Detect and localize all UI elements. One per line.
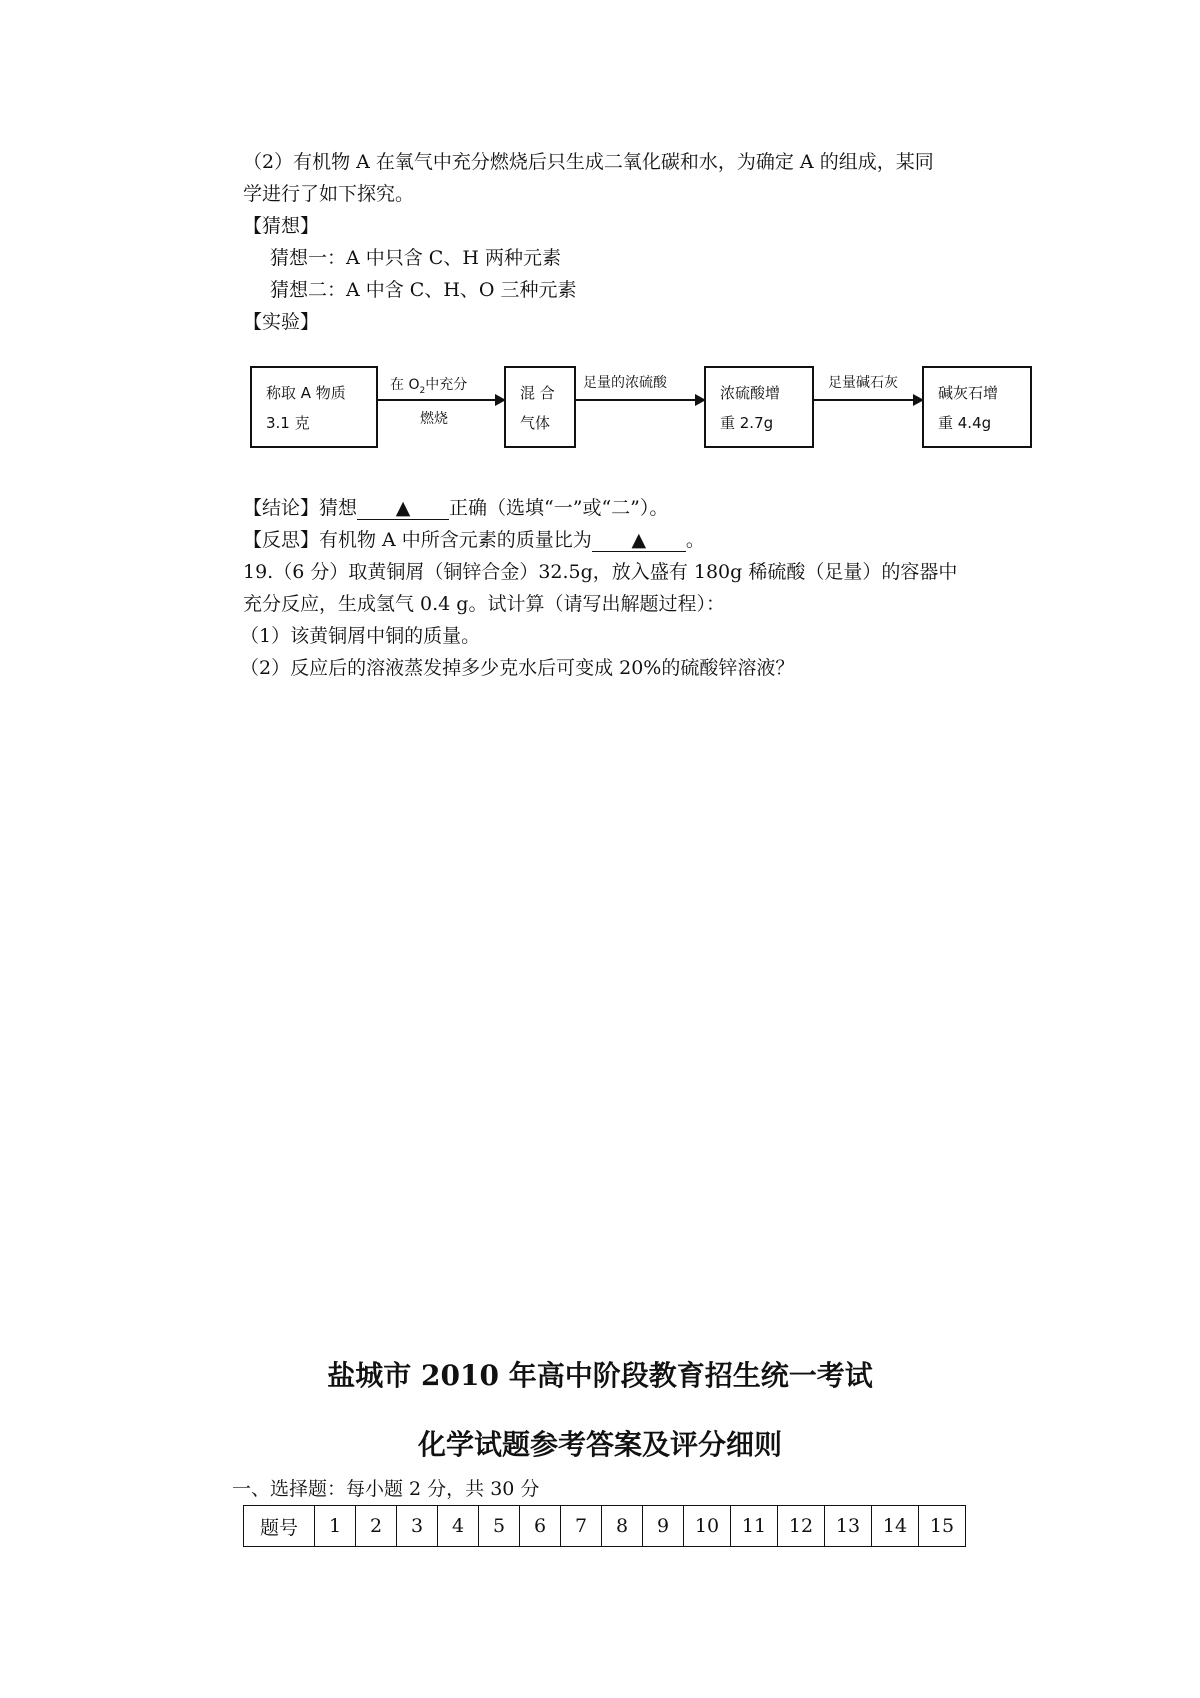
flow-box-mixed-line2: 气体 — [520, 414, 551, 432]
table-cell-number: 12 — [778, 1506, 825, 1547]
question-intro-line1: （2）有机物 A 在氧气中充分燃烧后只生成二氧化碳和水，为确定 A 的组成，某同 — [243, 151, 934, 173]
table-cell-number: 15 — [919, 1506, 966, 1547]
conclusion-line — [243, 496, 668, 520]
flow-box-weigh-line2: 3.1 克 — [266, 414, 310, 432]
guess-one: 猜想一：A 中只含 C、H 两种元素 — [270, 247, 561, 269]
reflection-line — [243, 528, 705, 552]
flow-label-sulfuric-acid: 足量的浓硫酸 — [583, 375, 667, 391]
reflection-prefix: 【反思】有机物 A 中所含元素的质量比为 — [243, 529, 592, 551]
q19-line2: 充分反应，生成氢气 0.4 g。试计算（请写出解题过程）： — [243, 593, 725, 615]
flow-label-combustion-line2: 燃烧 — [420, 411, 448, 427]
flow-box-weigh-line1: 称取 A 物质 — [266, 384, 346, 402]
answer-table — [243, 1505, 966, 1547]
answer-key-title: 盐城市 2010 年高中阶段教育招生统一考试 — [327, 1359, 873, 1392]
flow-label-combustion: 在 $O_2$中充分 — [390, 377, 468, 396]
reflection-suffix: 。 — [685, 529, 705, 551]
experiment-heading: 【实验】 — [243, 311, 320, 333]
reflection-answer-blank[interactable]: ▲ — [592, 529, 686, 552]
table-row — [244, 1506, 966, 1547]
table-cell-number: 3 — [397, 1506, 438, 1547]
flow-label-soda-lime: 足量碱石灰 — [828, 375, 898, 391]
table-cell-number: 1 — [315, 1506, 356, 1547]
guess-two: 猜想二：A 中含 C、H、O 三种元素 — [270, 279, 577, 301]
conclusion-answer-blank[interactable]: ▲ — [357, 497, 449, 520]
table-cell-number: 11 — [731, 1506, 778, 1547]
question-intro-line2: 学进行了如下探究。 — [243, 183, 415, 205]
flow-box-acid-line1: 浓硫酸增 — [720, 384, 781, 402]
table-cell-number: 7 — [561, 1506, 602, 1547]
flow-box-acid-line2: 重 2.7g — [720, 414, 774, 432]
guess-heading: 【猜想】 — [243, 215, 320, 237]
table-cell-number: 5 — [479, 1506, 520, 1547]
flow-box-mixed-gas — [504, 366, 576, 448]
conclusion-suffix: 正确（选填“一”或“二”）。 — [449, 497, 669, 519]
flow-box-weigh-sample — [250, 366, 378, 448]
flow-box-acid-gain — [704, 366, 814, 448]
flow-box-lime-line2: 重 4.4g — [938, 414, 992, 432]
conclusion-prefix: 【结论】猜想 — [243, 497, 358, 519]
q19-line1: 19.（6 分）取黄铜屑（铜锌合金）32.5g，放入盛有 180g 稀硫酸（足量）的容器中 — [243, 561, 958, 583]
table-header-cell: 题号 — [244, 1506, 315, 1547]
flow-arrow-sulfuric-acid — [576, 399, 704, 401]
table-cell-number: 6 — [520, 1506, 561, 1547]
flow-box-mixed-line1: 混 合 — [520, 384, 555, 402]
table-cell-number: 10 — [684, 1506, 731, 1547]
q19-sub1: （1）该黄铜屑中铜的质量。 — [240, 625, 481, 647]
flow-arrow-soda-lime — [814, 399, 922, 401]
flow-box-lime-gain — [922, 366, 1032, 448]
answer-key-subtitle: 化学试题参考答案及评分细则 — [417, 1428, 782, 1461]
table-cell-number: 13 — [825, 1506, 872, 1547]
q19-sub2: （2）反应后的溶液蒸发掉多少克水后可变成 20%的硫酸锌溶液？ — [240, 657, 795, 679]
table-cell-number: 2 — [356, 1506, 397, 1547]
flow-box-lime-line1: 碱灰石增 — [938, 384, 999, 402]
table-cell-number: 4 — [438, 1506, 479, 1547]
section-one-heading: 一、选择题：每小题 2 分，共 30 分 — [232, 1478, 540, 1500]
table-cell-number: 8 — [602, 1506, 643, 1547]
table-cell-number: 9 — [643, 1506, 684, 1547]
table-cell-number: 14 — [872, 1506, 919, 1547]
flow-arrow-combustion — [378, 399, 504, 401]
